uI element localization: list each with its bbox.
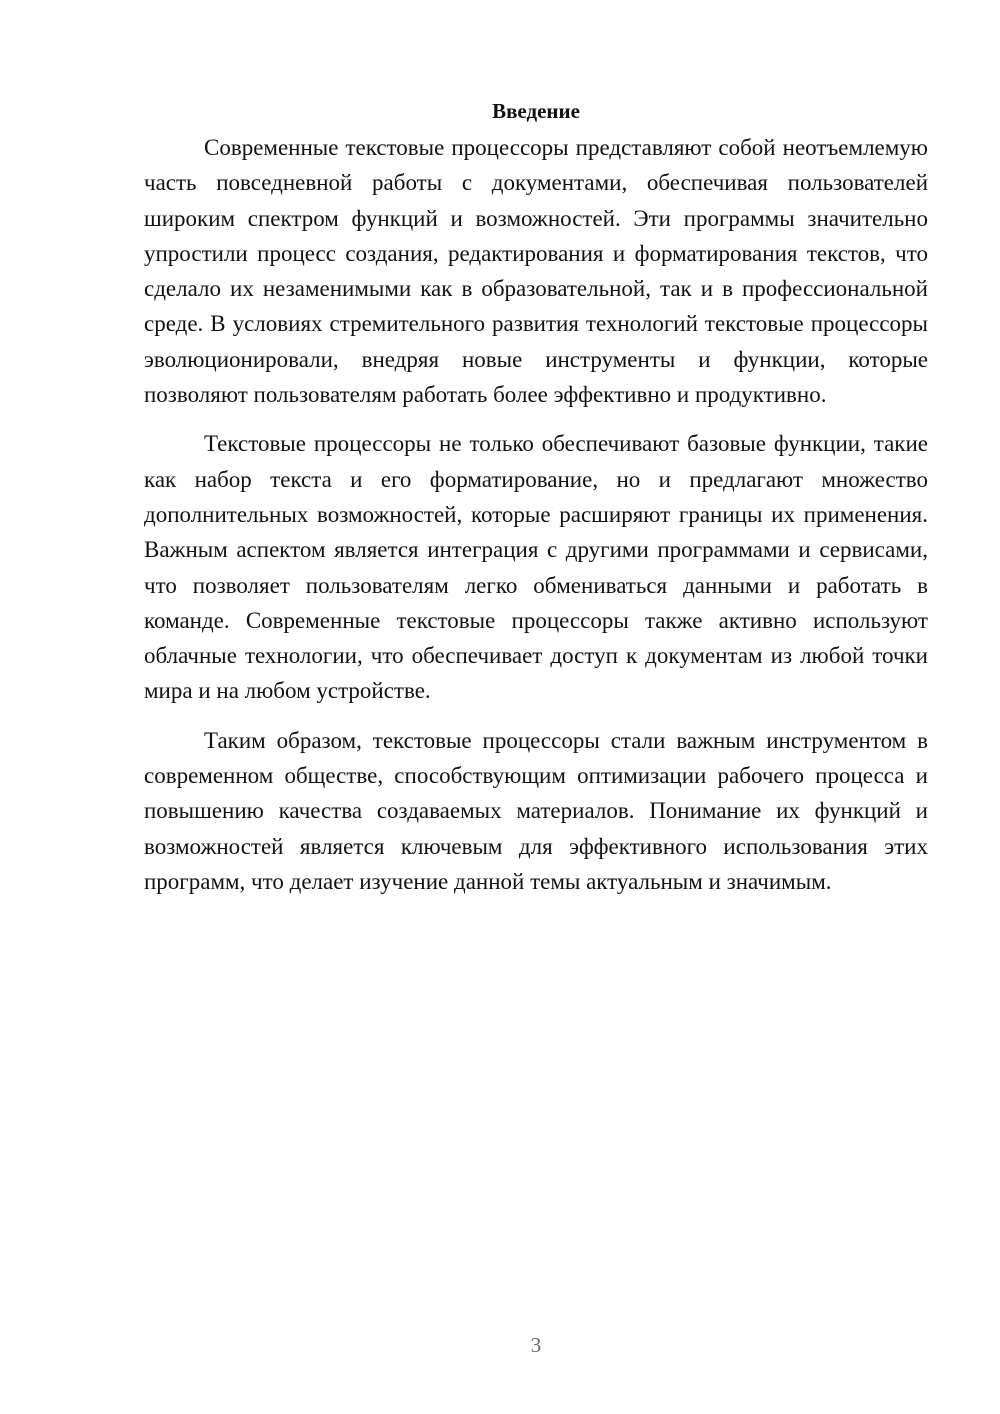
- page-content: [144, 96, 928, 913]
- page-number: 3: [530, 1333, 542, 1357]
- section-heading: Введение: [492, 99, 580, 123]
- paragraph-1: Современные текстовые процессоры представляют собой неотъемлемую часть повседневной работы с документами, обеспечивая пользователей широким спектром функций и возможностей. Эти программы значительно упростили процесс создания, редактирования и форматирования текстов, что сделало их незаменимыми как в образовательной, так и в профессиональной среде. В условиях стремительного развития технологий текстовые процессоры эволюционировали, внедряя новые инструменты и функции, которые позволяют пользователям работать более эффективно и продуктивно.: [144, 135, 928, 408]
- paragraph-2: Текстовые процессоры не только обеспечивают базовые функции, такие как набор текста и его форматирование, но и предлагают множество дополнительных возможностей, которые расширяют границы их применения. Важным аспектом является интеграция с другими программами и сервисами, что позволяет пользователям легко обмениваться данными и работать в команде. Современные текстовые процессоры также активно используют облачные технологии, что обеспечивает доступ к документам из любой точки мира и на любом устройстве.: [144, 431, 928, 704]
- paragraph-3: Таким образом, текстовые процессоры стали важным инструментом в современном обществе, способствующим оптимизации рабочего процесса и повышению качества создаваемых материалов. Понимание их функций и возможностей является ключевым для эффективного использования этих программ, что делает изучение данной темы актуальным и значимым.: [144, 727, 928, 894]
